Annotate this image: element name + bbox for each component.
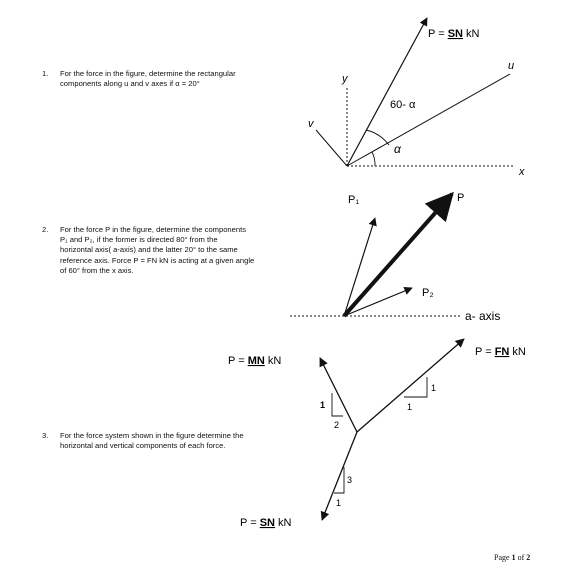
problem-2-number: 2.	[42, 225, 49, 234]
problem-3-line: For the force system shown in the figure determine the	[60, 431, 244, 440]
label-p: P	[457, 192, 465, 204]
footer-of: of	[515, 553, 527, 562]
problem-3-number: 3.	[42, 431, 49, 440]
page-footer	[494, 553, 530, 562]
problem-2-line: horizontal axis( a-axis) and the latter 20° to the same	[60, 245, 238, 255]
problem-1-number: 1.	[42, 69, 49, 78]
slope-triangle-bottom	[334, 467, 344, 493]
angle-label-alpha: α	[394, 142, 401, 156]
force-vector-p	[344, 194, 452, 316]
problem-2-line: reference axis. Force P = FN kN is acting at a given angle	[60, 255, 255, 265]
problem-2-line: of 60° from the x axis.	[60, 265, 134, 275]
problem-2-line: For the force P in the figure, determine the components	[60, 225, 247, 234]
force-label-fn: P = FN kN	[475, 346, 526, 358]
slope-bottom-h: 1	[336, 498, 342, 508]
slope-triangle-left	[332, 393, 343, 416]
problem-1-line: For the force in the figure, determine the rectangular	[60, 69, 236, 78]
slope-triangle-right	[404, 377, 427, 397]
label-v: v	[308, 118, 314, 130]
label-p2: P₂	[422, 287, 434, 299]
label-p1: P₁	[348, 194, 360, 206]
force-label-fig1: P = SN kN	[428, 28, 480, 40]
footer-prefix: Page	[494, 553, 512, 562]
problem-2-line: P₁ and P₂, if the former is directed 80° from the	[60, 235, 218, 245]
problem-3-line: horizontal and vertical components of each force.	[60, 441, 226, 451]
slope-right-h: 1	[407, 402, 413, 412]
slope-left-v: 1	[320, 400, 326, 410]
force-label-mn: P = MN kN	[228, 355, 282, 367]
label-y: y	[342, 73, 348, 85]
figure-1	[308, 18, 525, 178]
angle-label-top: 60- α	[390, 99, 416, 111]
figure-3	[228, 339, 526, 529]
a-axis-label: a- axis	[465, 309, 501, 323]
slope-bottom-v: 3	[347, 475, 353, 485]
label-u: u	[508, 60, 515, 72]
slope-right-v: 1	[431, 383, 437, 393]
v-axis	[316, 130, 347, 166]
footer-page-total: 2	[526, 553, 531, 562]
angle-arc-alpha	[372, 152, 375, 166]
label-x: x	[519, 166, 525, 178]
footer-page-number: 1	[511, 553, 516, 562]
problem-1-line: components along u and v axes if α = 20°	[60, 79, 200, 89]
slope-left-h: 2	[334, 420, 340, 430]
force-vector-fn	[357, 339, 464, 432]
angle-arc-top	[366, 130, 389, 145]
figure-2	[290, 192, 500, 323]
force-label-sn-bottom: P = SN kN	[240, 517, 292, 529]
